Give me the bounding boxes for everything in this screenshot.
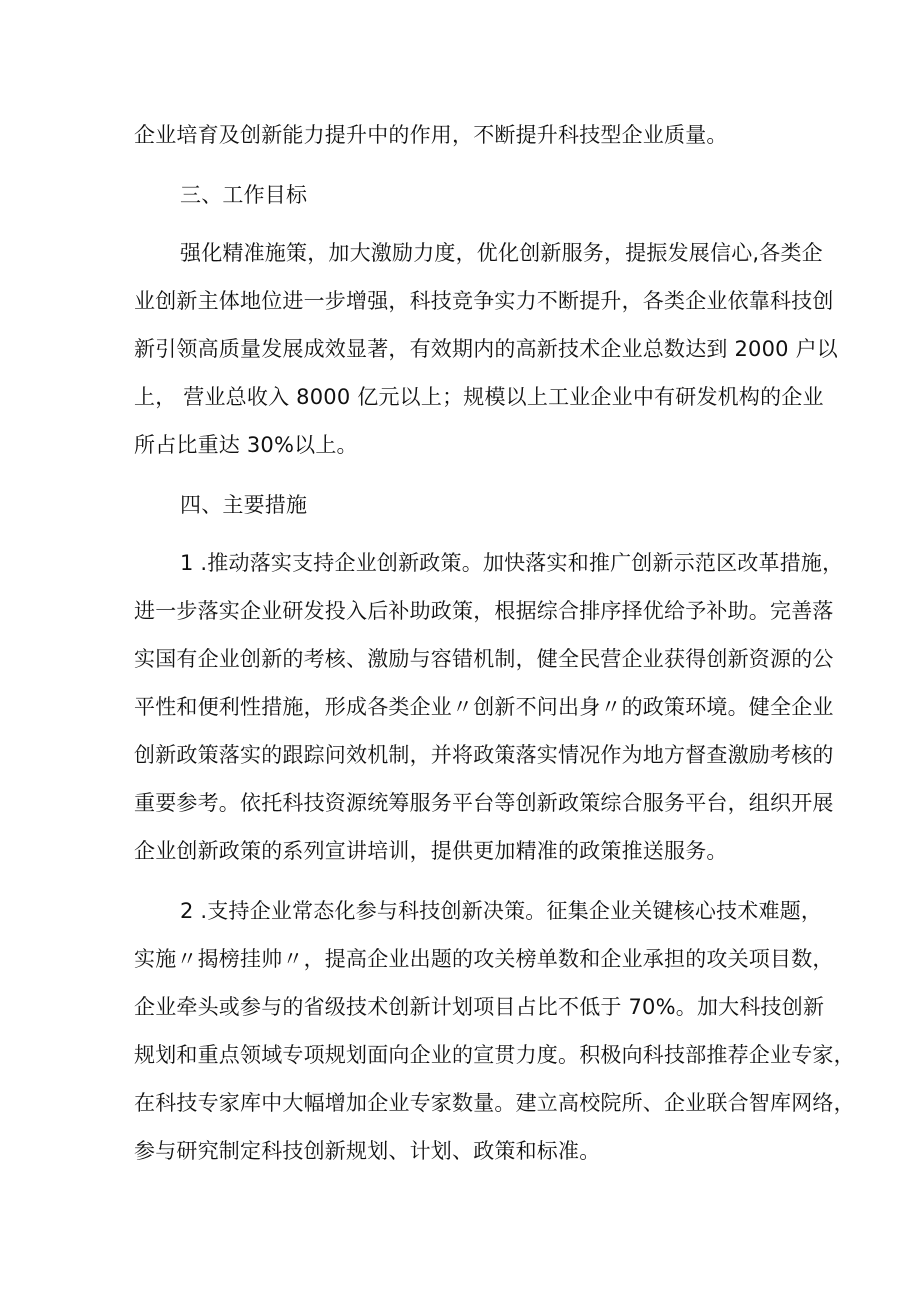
paragraph-line: 进一步落实企业研发投入后补助政策，根据综合排序择优给予补助。完善落 <box>134 599 834 623</box>
paragraph-line: 企业创新政策的系列宣讲培训，提供更加精准的政策推送服务。 <box>134 839 728 863</box>
paragraph-line: 强化精准施策，加大激励力度，优化创新服务，提振发展信心,各类企 <box>180 241 823 265</box>
paragraph-line: 平性和便利性措施，形成各类企业〃创新不问出身〃的政策环境。健全企业 <box>134 695 834 719</box>
paragraph-line: 在科技专家库中大幅增加企业专家数量。建立高校院所、企业联合智库网络， <box>134 1091 855 1115</box>
paragraph-line: 2 .支持企业常态化参与科技创新决策。征集企业关键核心技术难题， <box>180 899 823 923</box>
paragraph-line: 规划和重点领域专项规划面向企业的宣贯力度。积极向科技部推荐企业专家， <box>134 1043 855 1067</box>
paragraph-line: 上， 营业总收入 8000 亿元以上；规模以上工业企业中有研发机构的企业 <box>134 385 824 409</box>
paragraph-line: 重要参考。依托科技资源统筹服务平台等创新政策综合服务平台，组织开展 <box>134 791 834 815</box>
paragraph-line: 业创新主体地位进一步增强，科技竞争实力不断提升，各类企业依靠科技创 <box>134 289 834 313</box>
paragraph-line: 实国有企业创新的考核、激励与容错机制，健全民营企业获得创新资源的公 <box>134 647 834 671</box>
section-heading-measures: 四、主要措施 <box>180 493 308 517</box>
paragraph-line: 新引领高质量发展成效显著，有效期内的高新技术企业总数达到 2000 户以 <box>134 337 838 361</box>
paragraph-line: 参与研究制定科技创新规划、计划、政策和标准。 <box>134 1139 601 1163</box>
paragraph-line: 企业培育及创新能力提升中的作用，不断提升科技型企业质量。 <box>134 123 728 147</box>
paragraph-line: 实施〃揭榜挂帅〃，提高企业出题的攻关榜单数和企业承担的攻关项目数， <box>134 947 834 971</box>
section-heading-goals: 三、工作目标 <box>180 183 308 207</box>
paragraph-line: 1 .推动落实支持企业创新政策。加快落实和推广创新示范区改革措施， <box>180 551 844 575</box>
paragraph-line: 企业牵头或参与的省级技术创新计划项目占比不低于 70%。加大科技创新 <box>134 995 825 1019</box>
paragraph-line: 所占比重达 30%以上。 <box>134 433 358 457</box>
paragraph-line: 创新政策落实的跟踪问效机制，并将政策落实情况作为地方督查激励考核的 <box>134 743 834 767</box>
